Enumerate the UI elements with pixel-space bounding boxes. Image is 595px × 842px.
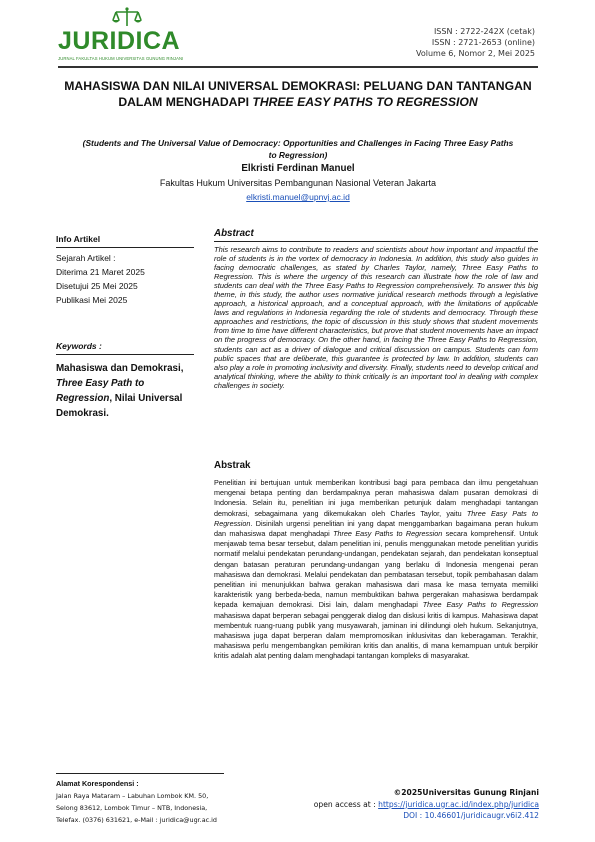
author-email-link[interactable]: elkristi.manuel@upnvj.ac.id <box>246 192 350 202</box>
abstrak-italic-3: Three Easy Paths to Regression <box>422 600 538 610</box>
abstract-body: This research aims to contribute to readers and scientists about how important and impactful the role of students is in the vortex of democracy in Indonesia. In addition, this study also guides in facing democratic challenges, as stated by Charles Taylor, namely, Three Easy Paths to Regression. This is where the urgency of this research can illustrate how the role of law and students can deal with the Three Easy Paths to Regression comprehensively. To answer this big theme, in this study, the author uses normative juridical research methods through a legislative approach, a historical approach, and a conceptual approach, with the limitations of applicable laws and regulations in Indonesia regarding the role of students and democracy. Through these approaches and restrictions, the topic of discussion in this study shows that student movements from time to time have different characteristics, but prove that student movements have an impact on the progress of democracy. On the other hand, in facing the Three Easy Paths to Regression, students can act as a driver of dialogue and critical discussion on campus. Students can form public spaces that are deliberate, this guarantee is protected by law. In addition, students can also play a role in promoting inclusivity and diversity. Finally, students need to develop critical and analytical thinking, where the ability to think critically is an important tool in dealing with complex challenges in society. <box>214 245 538 390</box>
abstrak-text-2: . Disinilah urgensi penelitian ini yang dapat menggambarkan bagaimana peran hukum dan mahasiswa dapat menghadapi <box>214 518 538 539</box>
address-line-2: Selong 83612, Lombok Timur – NTB, Indonesia, <box>56 804 208 812</box>
doi-link[interactable]: DOI : 10.46601/juridicaugr.v6i2.412 <box>403 811 539 820</box>
article-subtitle: (Students and The Universal Value of Democracy: Opportunities and Challenges in Facing Three Easy Paths to Regression) <box>82 138 514 160</box>
footer-rule <box>56 773 224 774</box>
abstract-heading: Abstract <box>214 228 538 242</box>
open-access-line <box>314 799 539 811</box>
header-rule <box>58 66 538 68</box>
keywords-part2: Three Easy Path to Regression <box>56 378 145 404</box>
received-date: Diterima 21 Maret 2025 <box>56 267 145 277</box>
keywords-heading: Keywords : <box>56 341 194 355</box>
issn-print: ISSN : 2722-242X (cetak) <box>433 27 535 36</box>
journal-logo-subtitle: JURNAL FAKULTAS HUKUM UNIVERSITAS GUNUNG RINJANI <box>58 56 184 61</box>
keywords-part3: , Nilai Universal Demokrasi. <box>56 393 183 419</box>
correspondence-heading: Alamat Korespondensi : <box>56 779 139 788</box>
article-title-italic: THREE EASY PATHS TO REGRESSION <box>252 95 478 109</box>
article-history <box>56 251 196 307</box>
author-name: Elkristi Ferdinan Manuel <box>241 163 355 174</box>
abstrak-body <box>214 478 538 662</box>
issn-block <box>416 26 535 59</box>
keywords-part1: Mahasiswa dan Demokrasi, <box>56 363 184 374</box>
address-line-3: Telefax. (0376) 631621, e-Mail : juridica@ugr.ac.id <box>56 816 217 824</box>
history-label: Sejarah Artikel : <box>56 253 116 263</box>
correspondence-address <box>56 790 256 826</box>
abstrak-text-1: Penelitian ini bertujuan untuk memberikan kontribusi bagi para pembaca dan ilmu pengetahuan mengenai betapa penting dan berdampaknya peran mahasiswa dalam pusaran demokrasi di Indonesia. Selain itu, penelitian ini juga memberikan petunjuk dalam menghadapi tantangan demokrasi, sebagaimana yang dikemukakan oleh Charles Taylor, yaitu <box>214 478 538 518</box>
keywords-list <box>56 361 186 421</box>
footer-right <box>314 787 539 822</box>
published-date: Publikasi Mei 2025 <box>56 295 128 305</box>
journal-logo-text: JURIDICA <box>58 27 181 55</box>
info-heading: Info Artikel <box>56 234 194 248</box>
open-access-label: open access at : <box>313 799 379 809</box>
abstrak-heading: Abstrak <box>214 460 251 471</box>
abstrak-text-4: mahasiswa dapat berperan sebagai penggerak dialog dan diskusi kritis di kampus. Mahasiswa dapat membentuk ruang-ruang publik yang musyawarah, jaminan ini dilindungi oleh hukum. Sekanjutnya, mahasiswa juga dapat berperan dalam mempromosikan inklusivitas dan keberagaman. Terakhir, mahasiswa perlu mengembangkan pemikiran kritis dan analitis, di mana kemampuan untuk berpikir kritis adalah alat penting dalam menghadapi tantangan kompleks di masyarakat. <box>214 610 538 661</box>
abstrak-italic-1: Three Easy Pats to Regression <box>214 508 538 528</box>
volume-info: Volume 6, Nomor 2, Mei 2025 <box>416 49 535 58</box>
abstrak-text-3: secara komprehensif. Untuk menjawab tema besar tersebut, dalam penelitian ini, penulis menggunakan metode penelitian yuridis normatif melalui pendekatan perundang-undangan, pendekatan sejarah, dan pendekatan konseptual dengan batasan peraturan perundang-undangan yang berlaku di Indonesia mengenai peran mahasiswa dan demokrasi. Melalui pendekatan dan pembatasan tersebut, topik pembahasan dalam penelitian ini menunjukkan bahwa gerakan mahasiswa dari masa ke masa ternyata memiliki karakteristik yang berbeda-beda, namun membuktikan bahwa pergerakan mahasiswa berdampak kepada kemajuan demokrasi. Disi lain, dalam menghadapi <box>214 529 538 610</box>
author-affiliation: Fakultas Hukum Universitas Pembangunan Nasional Veteran Jakarta <box>159 178 437 188</box>
open-access-link[interactable]: https://juridica.ugr.ac.id/index.php/juridica <box>378 799 539 809</box>
address-line-1: Jalan Raya Mataram – Labuhan Lombok KM. 50, <box>56 792 209 800</box>
copyright: ©2025Universitas Gunung Rinjani <box>393 788 539 797</box>
approved-date: Disetujui 25 Mei 2025 <box>56 281 138 291</box>
issn-online: ISSN : 2721-2653 (online) <box>431 38 535 47</box>
article-title <box>62 78 534 110</box>
abstrak-italic-2: Three Easy Paths to Regression <box>333 529 443 539</box>
article-title-main: MAHASISWA DAN NILAI UNIVERSAL DEMOKRASI: PELUANG DAN TANTANGAN DALAM MENGHADAPI <box>64 79 532 109</box>
